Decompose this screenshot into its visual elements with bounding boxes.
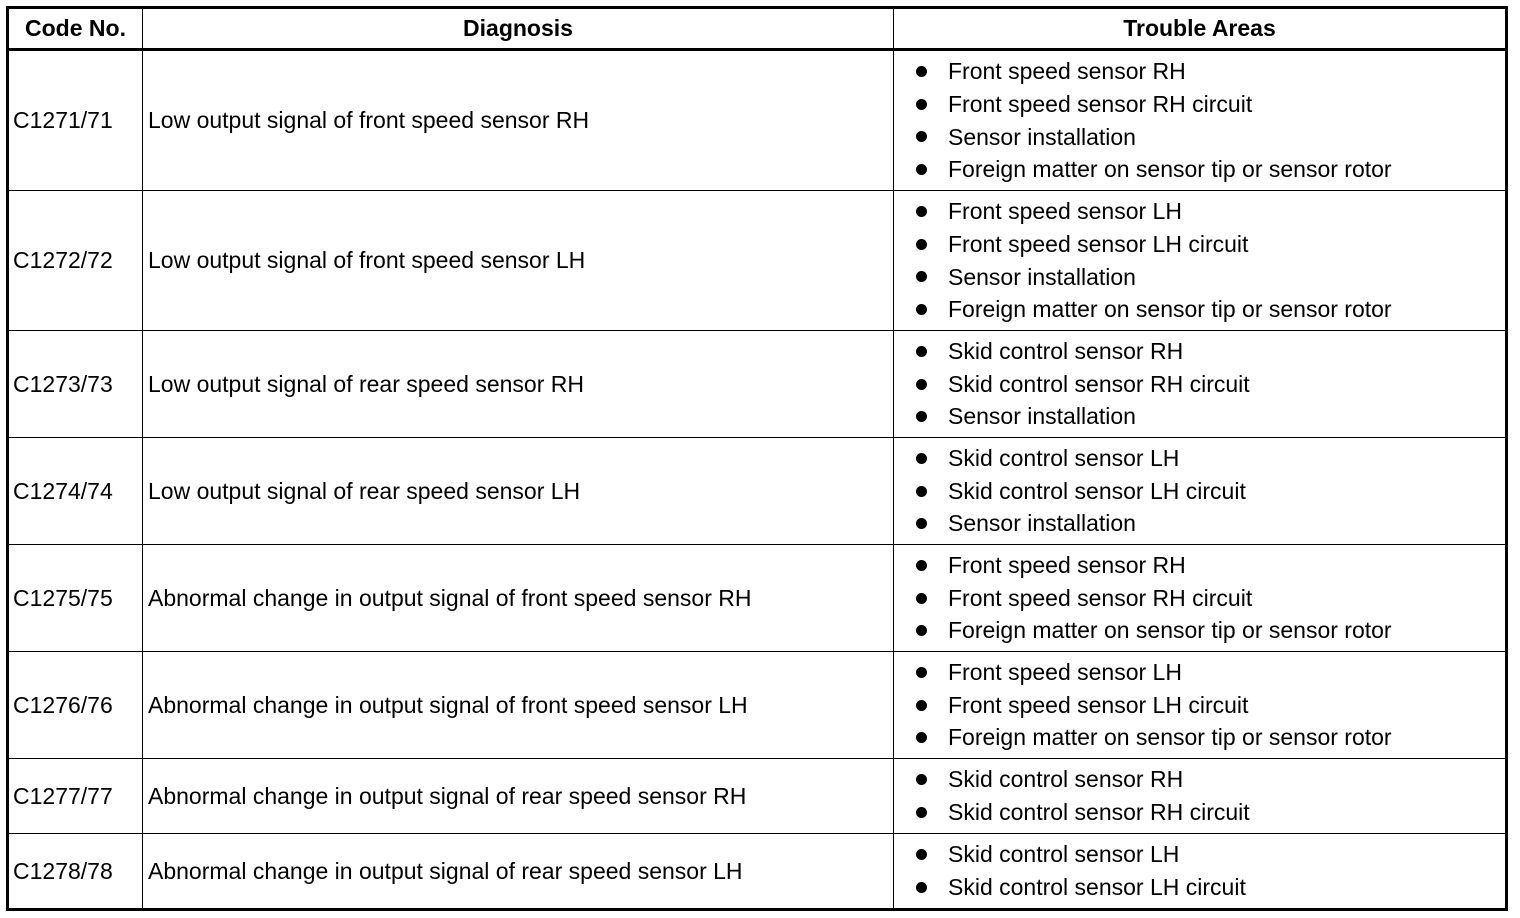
trouble-area-text: Skid control sensor RH circuit [948,370,1250,397]
trouble-areas-list [916,195,1505,325]
bullet-icon [916,239,927,250]
bullet-icon [916,271,927,282]
trouble-area-text: Skid control sensor LH circuit [948,874,1246,900]
list-item [916,228,1505,261]
trouble-area-text: Skid control sensor LH [948,841,1180,868]
diagnosis-cell: Low output signal of rear speed sensor LH [143,438,894,545]
trouble-areas-list [916,335,1505,433]
diagnosis-cell: Abnormal change in output signal of rear speed sensor LH [143,834,894,910]
list-item [916,656,1505,689]
table-row [8,545,1507,652]
trouble-area-text: Skid control sensor LH [948,445,1180,472]
list-item [916,442,1505,475]
bullet-icon [916,560,927,571]
code-cell: C1278/78 [8,834,143,910]
diagnosis-cell: Low output signal of rear speed sensor RH [143,331,894,438]
trouble-areas-cell [894,191,1507,331]
bullet-icon [916,164,927,175]
trouble-area-text: Front speed sensor LH [948,659,1182,686]
trouble-areas-cell [894,545,1507,652]
header-trouble-areas: Trouble Areas [894,8,1507,50]
bullet-icon [916,774,927,785]
trouble-area-text: Sensor installation [948,123,1136,150]
code-cell: C1272/72 [8,191,143,331]
table-row [8,438,1507,545]
list-item [916,368,1505,401]
trouble-area-text: Sensor installation [948,510,1136,537]
trouble-area-text: Skid control sensor RH [948,338,1184,365]
code-cell: C1275/75 [8,545,143,652]
trouble-area-text: Front speed sensor LH circuit [948,230,1249,257]
list-item [916,689,1505,722]
bullet-icon [916,882,927,893]
table-row [8,652,1507,759]
list-item [916,549,1505,582]
trouble-area-text: Front speed sensor LH [948,198,1182,225]
bullet-icon [916,411,927,422]
table-row [8,191,1507,331]
diagnosis-cell: Low output signal of front speed sensor LH [143,191,894,331]
trouble-area-text: Skid control sensor LH circuit [948,477,1246,504]
list-item [916,838,1505,871]
list-item [916,582,1505,615]
list-item [916,55,1505,88]
table-row [8,834,1507,910]
list-item [916,400,1505,433]
trouble-area-text: Front speed sensor LH circuit [948,691,1249,718]
list-item [916,88,1505,121]
trouble-areas-list [916,549,1505,647]
list-item [916,195,1505,228]
code-cell: C1277/77 [8,759,143,834]
trouble-area-text: Front speed sensor RH circuit [948,584,1253,611]
trouble-areas-cell [894,759,1507,834]
trouble-areas-list [916,763,1505,828]
trouble-area-text: Sensor installation [948,403,1136,430]
list-item [916,763,1505,796]
code-cell: C1273/73 [8,331,143,438]
table-row [8,759,1507,834]
trouble-areas-cell [894,438,1507,545]
trouble-areas-list [916,656,1505,754]
header-code-no: Code No. [8,8,143,50]
bullet-icon [916,593,927,604]
header-diagnosis: Diagnosis [143,8,894,50]
bullet-icon [916,518,927,529]
trouble-area-text: Foreign matter on sensor tip or sensor rotor [948,156,1392,183]
table-row [8,331,1507,438]
list-item [916,293,1505,326]
trouble-areas-list [916,442,1505,540]
trouble-areas-cell [894,834,1507,910]
bullet-icon [916,66,927,77]
bullet-icon [916,849,927,860]
code-cell: C1276/76 [8,652,143,759]
trouble-area-text: Foreign matter on sensor tip or sensor rotor [948,617,1392,644]
bullet-icon [916,453,927,464]
list-item [916,153,1505,186]
diagnosis-cell: Abnormal change in output signal of front speed sensor LH [143,652,894,759]
trouble-area-text: Front speed sensor RH [948,58,1186,85]
trouble-area-text: Sensor installation [948,263,1136,290]
trouble-area-text: Foreign matter on sensor tip or sensor rotor [948,296,1392,323]
trouble-areas-list [916,838,1505,903]
trouble-area-text: Front speed sensor RH [948,552,1186,579]
table-body [8,50,1507,910]
trouble-areas-cell [894,50,1507,191]
trouble-areas-cell [894,652,1507,759]
trouble-area-text: Front speed sensor RH circuit [948,90,1253,117]
trouble-areas-list [916,55,1505,185]
code-cell: C1271/71 [8,50,143,191]
list-item [916,507,1505,540]
list-item [916,121,1505,154]
bullet-icon [916,131,927,142]
list-item [916,614,1505,647]
bullet-icon [916,304,927,315]
bullet-icon [916,732,927,743]
bullet-icon [916,486,927,497]
bullet-icon [916,807,927,818]
bullet-icon [916,99,927,110]
diagnosis-cell: Abnormal change in output signal of rear speed sensor RH [143,759,894,834]
trouble-area-text: Foreign matter on sensor tip or sensor rotor [948,724,1392,751]
diagnostic-code-table [6,6,1508,911]
bullet-icon [916,379,927,390]
table-row [8,50,1507,191]
header-row [8,8,1507,50]
code-cell: C1274/74 [8,438,143,545]
bullet-icon [916,700,927,711]
trouble-areas-cell [894,331,1507,438]
bullet-icon [916,667,927,678]
list-item [916,721,1505,754]
diagnosis-cell: Low output signal of front speed sensor RH [143,50,894,191]
bullet-icon [916,206,927,217]
list-item [916,475,1505,508]
diagnostic-table-container [6,6,1508,911]
trouble-area-text: Skid control sensor RH [948,766,1184,793]
list-item [916,871,1505,904]
list-item [916,796,1505,829]
bullet-icon [916,346,927,357]
diagnosis-cell: Abnormal change in output signal of front speed sensor RH [143,545,894,652]
trouble-area-text: Skid control sensor RH circuit [948,799,1250,825]
list-item [916,261,1505,294]
bullet-icon [916,625,927,636]
list-item [916,335,1505,368]
